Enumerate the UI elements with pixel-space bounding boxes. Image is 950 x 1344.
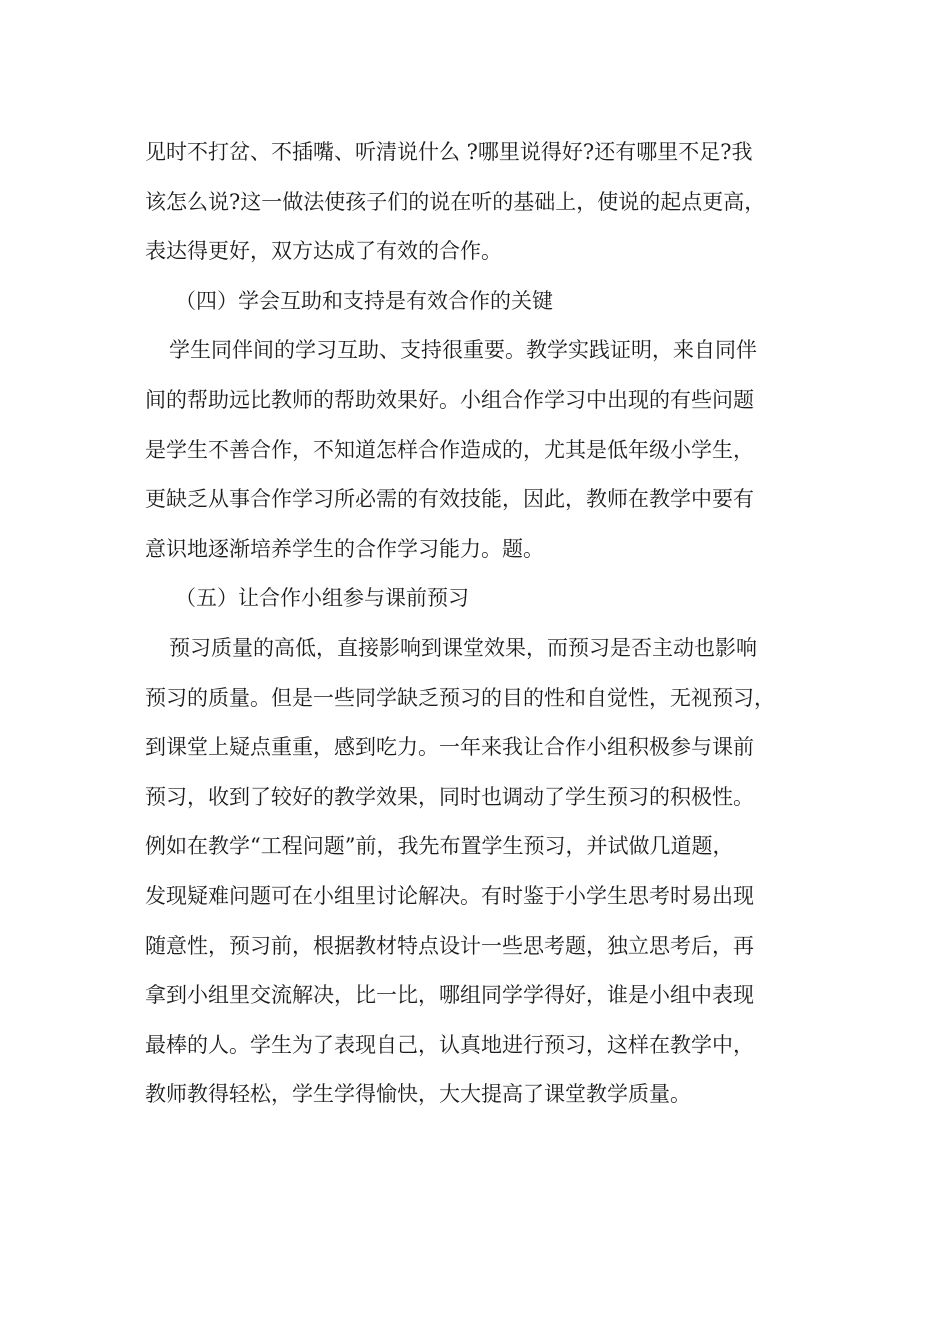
text-line: 更缺乏从事合作学习所必需的有效技能，因此，教师在教学中要有 (145, 487, 754, 512)
text-line: 教师教得轻松，学生学得愉快，大大提高了课堂教学质量。 (145, 1082, 691, 1107)
text-line: 预习质量的高低，直接影响到课堂效果，而预习是否主动也影响 (169, 635, 757, 660)
text-line: 表达得更好，双方达成了有效的合作。 (145, 239, 502, 264)
text-line: 例如在教学“工程问题”前，我先布置学生预习，并试做几道题， (145, 834, 734, 859)
section-heading: （五）让合作小组参与课前预习 (175, 586, 469, 611)
text-line: 随意性，预习前，根据教材特点设计一些思考题，独立思考后，再 (145, 933, 754, 958)
text-line: 预习的质量。但是一些同学缺乏预习的目的性和自觉性，无视预习， (145, 685, 775, 710)
text-line: 该怎么说?这一做法使孩子们的说在听的基础上，使说的起点更高， (145, 189, 766, 214)
section-heading: （四）学会互助和支持是有效合作的关键 (175, 288, 553, 313)
text-line: 发现疑难问题可在小组里讨论解决。有时鉴于小学生思考时易出现 (145, 883, 754, 908)
document-body (145, 128, 835, 1120)
text-line: 最棒的人。学生为了表现自己，认真地进行预习，这样在教学中， (145, 1032, 754, 1057)
text-line: 意识地逐渐培养学生的合作学习能力。题。 (145, 536, 544, 561)
text-line: 间的帮助远比教师的帮助效果好。小组合作学习中出现的有些问题 (145, 387, 754, 412)
text-line: 拿到小组里交流解决，比一比，哪组同学学得好，谁是小组中表现 (145, 983, 754, 1008)
text-line: 预习，收到了较好的教学效果，同时也调动了学生预习的积极性。 (145, 784, 754, 809)
text-line: 是学生不善合作，不知道怎样合作造成的，尤其是低年级小学生， (145, 437, 754, 462)
text-line: 见时不打岔、不插嘴、听清说什么 ?哪里说得好?还有哪里不足?我 (145, 140, 753, 164)
text-line: 学生同伴间的学习互助、支持很重要。教学实践证明，来自同伴 (169, 338, 757, 363)
text-line: 到课堂上疑点重重，感到吃力。一年来我让合作小组积极参与课前 (145, 735, 754, 760)
